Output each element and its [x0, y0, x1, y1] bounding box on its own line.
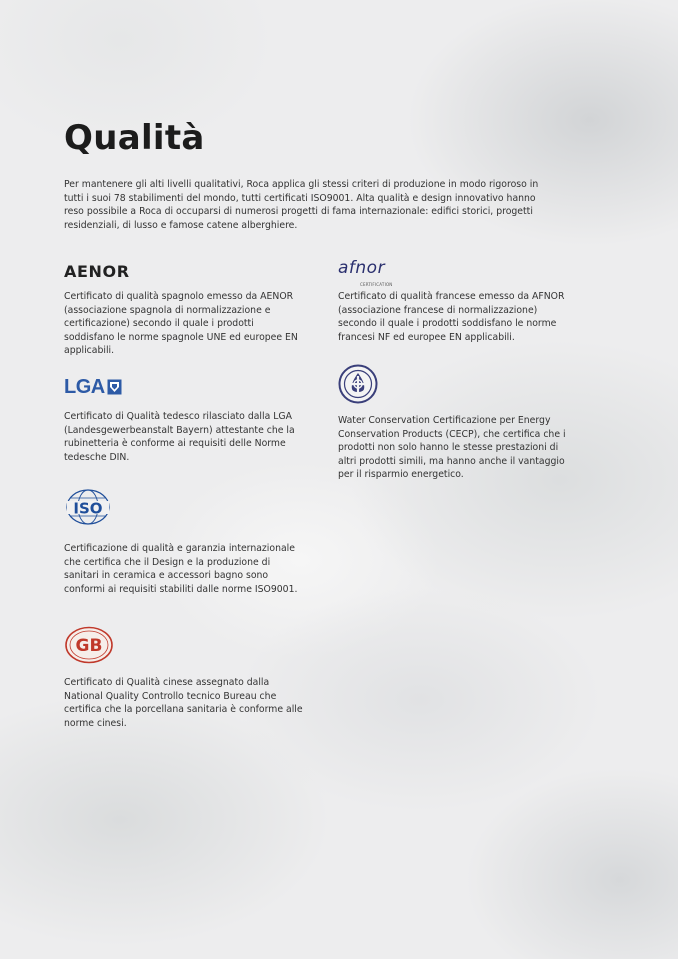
afnor-logo-text: afnor [338, 258, 386, 278]
cert-gb-text: Certificato di Qualità cinese assegnato dalla National Quality Controllo tecnico Bureau che certifica che la porcellana sanitaria è conforme alle norme cinesi. [64, 677, 303, 729]
aenor-logo: AENOR [64, 262, 130, 281]
cecp-logo [338, 364, 578, 408]
cert-aenor-text: Certificato di qualità spagnolo emesso da AENOR (associazione spagnola di normalizzazione e certificazione) secondo il quale i prodotti soddisfano le norme spagnole UNE ed europee EN applicabili. [64, 291, 298, 357]
afnor-logo-subtext: CERTIFICATION [360, 282, 393, 287]
page-title: Qualità [64, 118, 205, 158]
afnor-logo [338, 258, 578, 287]
cert-aenor [64, 262, 304, 358]
cert-cecp [338, 364, 578, 482]
cert-iso-text: Certificazione di qualità e garanzia internazionale che certifica che il Design e la produzione di sanitari in ceramica e accessori bagno sono conformi ai requisiti stabiliti dalle norme ISO9001. [64, 543, 298, 595]
gb-logo [64, 626, 304, 668]
iso-logo [64, 488, 304, 530]
intro-paragraph: Per mantenere gli alti livelli qualitativi, Roca applica gli stessi criteri di produzione in modo rigoroso in tutti i suoi 78 stabilimenti del mondo, tutti certificati ISO9001. Alta qualità e design innovativo hanno reso possibile a Roca di occuparsi di numerosi progetti di fama internazionale: edifici storici, progetti residenziali, di lusso e famose catene alberghiere. [64, 179, 539, 231]
lga-logo-text: LGA [64, 375, 105, 398]
lga-logo [64, 376, 304, 398]
cert-iso [64, 488, 304, 596]
cert-cecp-text: Water Conservation Certificazione per Energy Conservation Products (CECP), che certifica che i prodotti non solo hanno le stesse prestazioni di altri prodotti simili, ma hanno anche il vantaggio per il risparmio energetico. [338, 415, 566, 481]
gb-seal-logo [64, 626, 114, 664]
iso-logo-text: ISO [73, 499, 103, 518]
iso-globe-logo [64, 488, 112, 526]
cecp-seal-icon [338, 364, 378, 404]
cert-afnor [338, 258, 578, 344]
lga-mark-icon [107, 379, 122, 395]
cert-gb [64, 626, 304, 730]
cert-lga [64, 376, 304, 464]
cert-afnor-text: Certificato di qualità francese emesso da AFNOR (associazione francese di normalizzazione) secondo il quale i prodotti soddisfano le norme francesi NF ed europee EN applicabili. [338, 291, 565, 343]
gb-logo-text: GB [75, 636, 103, 656]
cert-lga-text: Certificato di Qualità tedesco rilasciato dalla LGA (Landesgewerbeanstalt Bayern) attestante che la rubinetteria è conforme ai requisiti delle Norme tedesche DIN. [64, 411, 295, 463]
